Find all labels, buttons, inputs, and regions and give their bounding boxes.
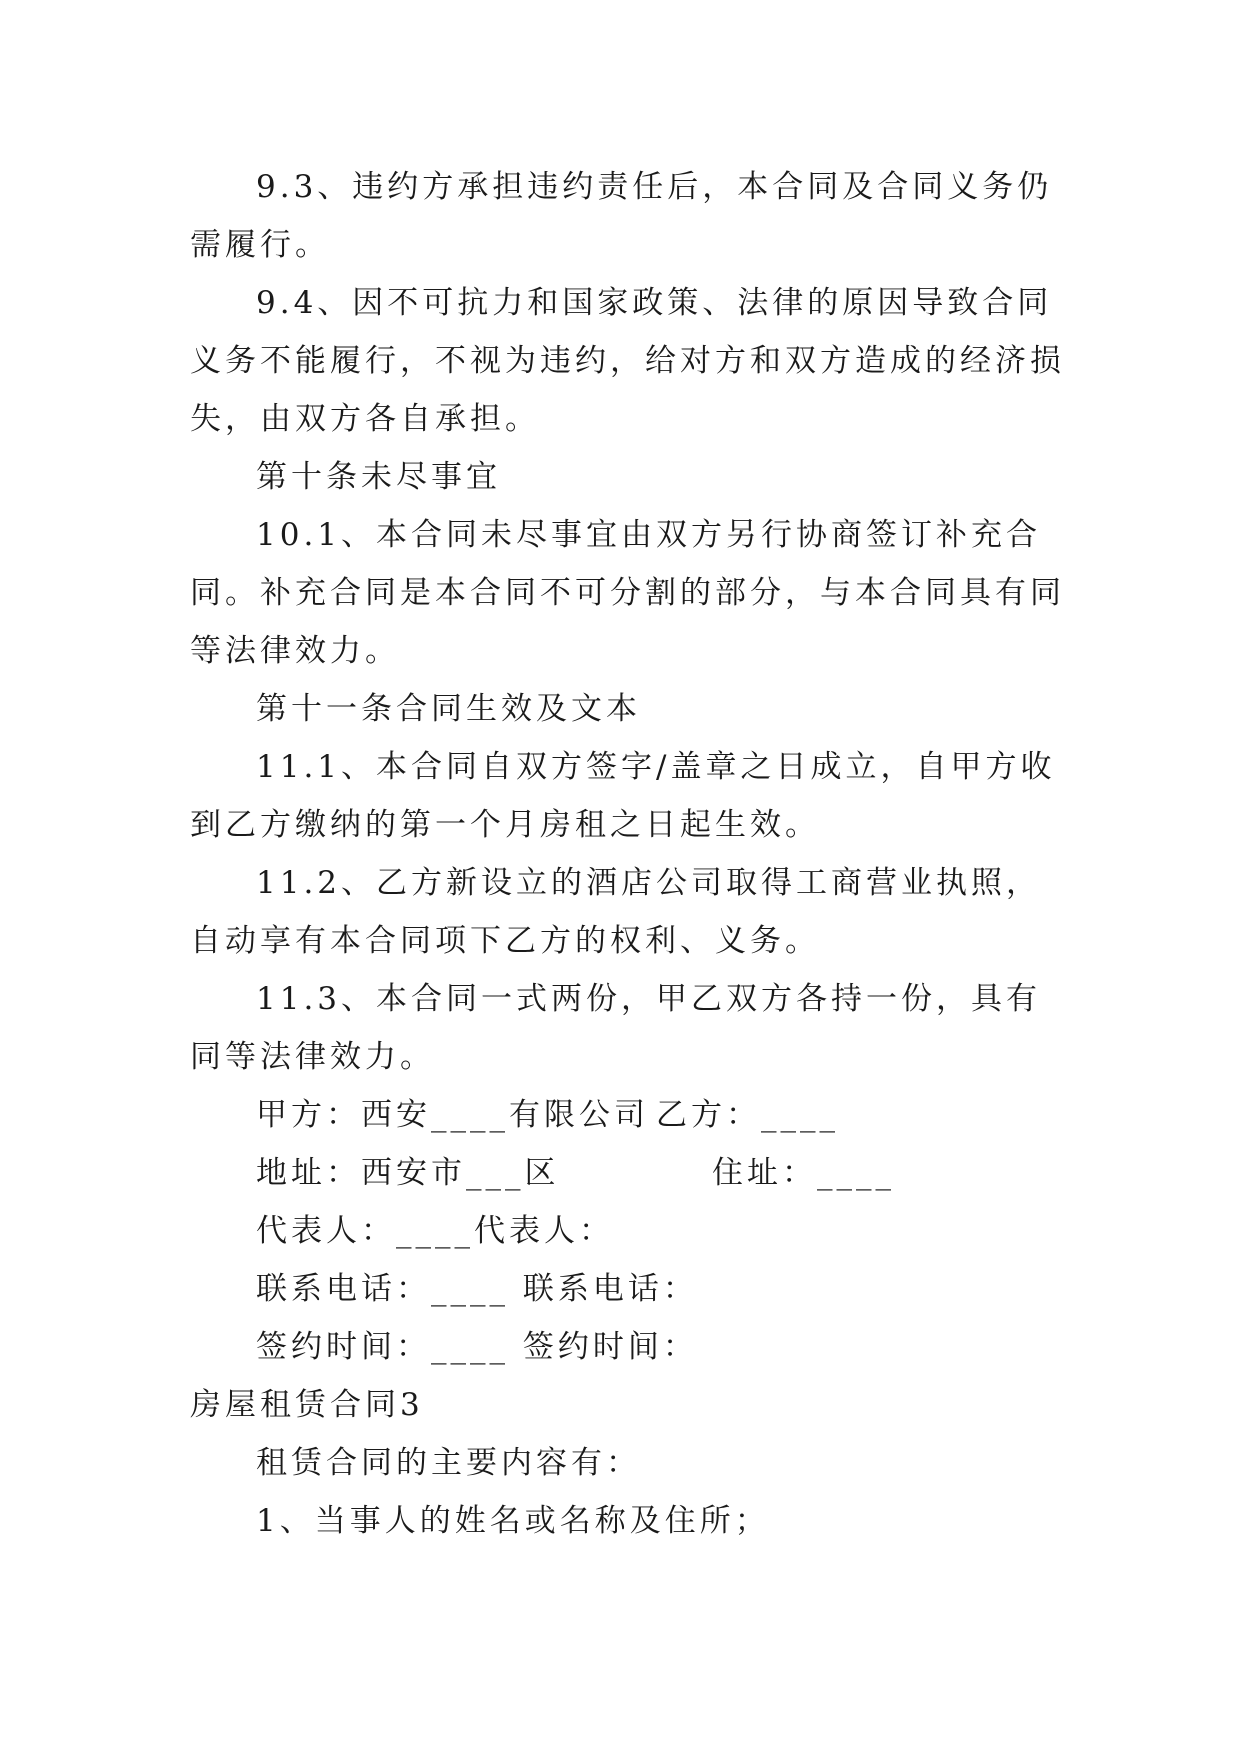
- clause-10-1: 10.1、本合同未尽事宜由双方另行协商签订补充合同。补充合同是本合同不可分割的部分，与本合同具有同等法律效力。: [190, 517, 1065, 669]
- signature-row-address: [190, 1144, 1070, 1202]
- document-body: [190, 158, 1070, 1550]
- phone-line: 联系电话：____ 联系电话：: [256, 1271, 698, 1307]
- party-a-label: 甲方：西安____有限公司: [256, 1097, 649, 1133]
- representative-line: 代表人：____代表人：: [256, 1213, 614, 1249]
- clause-9-4: 9.4、因不可抗力和国家政策、法律的原因导致合同义务不能履行，不视为违约，给对方和双方造成的经济损失，由双方各自承担。: [190, 285, 1065, 437]
- signature-row-date: [190, 1318, 1070, 1376]
- list-item-1: 1、当事人的姓名或名称及住所；: [256, 1503, 770, 1539]
- signature-row-phone: [190, 1260, 1070, 1318]
- article-10-title: 第十条未尽事宜: [256, 459, 501, 495]
- clause-11-1: 11.1、本合同自双方签字/盖章之日成立，自甲方收到乙方缴纳的第一个月房租之日起生效。: [190, 749, 1056, 843]
- signature-row-representative: [190, 1202, 1070, 1260]
- clause-11-3: 11.3、本合同一式两份，甲乙双方各持一份，具有同等法律效力。: [190, 981, 1042, 1075]
- clause-9-3: 9.3、违约方承担违约责任后，本合同及合同义务仍需履行。: [190, 169, 1053, 263]
- article-11-title: 第十一条合同生效及文本: [256, 691, 641, 727]
- party-a-address: 地址：西安市___区: [256, 1155, 560, 1191]
- party-b-label: 乙方：____: [656, 1097, 839, 1133]
- clause-11-2: 11.2、乙方新设立的酒店公司取得工商营业执照，自动享有本合同项下乙方的权利、义务。: [190, 865, 1042, 959]
- sign-date-line: 签约时间：____ 签约时间：: [256, 1329, 698, 1365]
- intro-line: 租赁合同的主要内容有：: [256, 1445, 641, 1481]
- party-b-address: 住址：____: [712, 1155, 895, 1191]
- section-title: 房屋租赁合同3: [190, 1387, 424, 1423]
- signature-row-party: [190, 1086, 1070, 1144]
